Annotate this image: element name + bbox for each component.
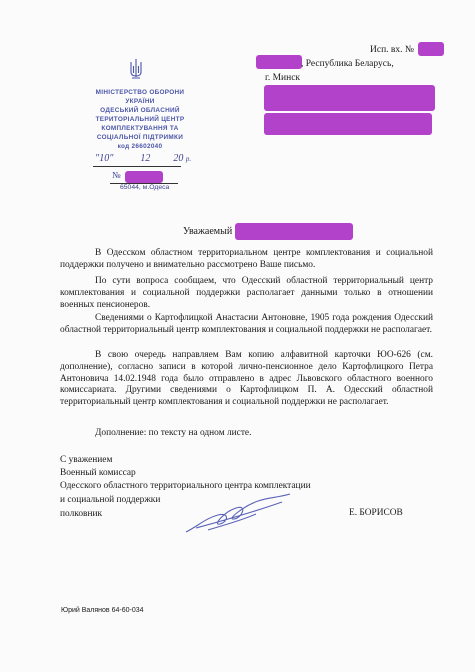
- redacted-number: [418, 42, 444, 56]
- stamp-date-suffix: р.: [185, 155, 192, 163]
- stamp-date-year: 20: [173, 153, 184, 164]
- closing-line: и социальной поддержки: [60, 495, 161, 505]
- stamp-number-label: №: [112, 170, 121, 180]
- signer-name: Е. БОРИСОВ: [349, 508, 403, 518]
- closing-line: Одесского областного территориального центра комплектации: [60, 481, 311, 491]
- stamp-line: КОМПЛЕКТУВАННЯ ТА: [101, 125, 179, 132]
- stamp-line: МІНІСТЕРСТВО ОБОРОНИ: [95, 89, 185, 96]
- redacted-salutation-name: [235, 223, 353, 240]
- stamp-line: УКРАЇНИ: [125, 98, 155, 105]
- paragraph-4: В свою очередь направляем Вам копию алфавитной карточки ЮО-626 (см. дополнение), согласно записи в которой лично-пенсионное дело Картофлицкого Петра Антоновича 14.02.1948 года было отправлено в адрес Львовского областного военного комиссариата. Другими сведениями о Картофлицком П. А. Одесский областной территориальный центр комплектования и социальной поддержки не располагает.: [60, 350, 433, 408]
- stamp-date-month: 12: [140, 153, 151, 164]
- incoming-number-label: Исп. вх. №: [370, 45, 414, 55]
- paragraph-1: В Одесском областном территориальном центре комплектования и социальной поддержки получено и внимательно рассмотрено Ваше письмо.: [60, 248, 433, 270]
- closing-line: С уважением: [60, 455, 113, 465]
- stamp-line: ТЕРИТОРІАЛЬНИЙ ЦЕНТР: [95, 116, 185, 123]
- recipient-country: , Республика Беларусь,: [301, 59, 394, 69]
- salutation: Уважаемый: [183, 226, 233, 237]
- redacted-outgoing-number: [125, 171, 163, 183]
- recipient-city: г. Минск: [265, 73, 301, 83]
- stamp-date-underline: [93, 166, 181, 167]
- stamp-line: код 26602040: [117, 143, 163, 150]
- redacted-recipient-name: [256, 55, 302, 69]
- trident-emblem-icon: [128, 58, 144, 80]
- closing-line: Военный комиссар: [60, 468, 136, 478]
- stamp-line: СОЦІАЛЬНОЇ ПІДТРИМКИ: [96, 134, 184, 141]
- footer-contact: Юрий Валянов 64-60-034: [61, 607, 144, 614]
- ministry-stamp: [80, 88, 200, 151]
- closing-line: полковник: [60, 509, 103, 519]
- paragraph-5: Дополнение: по тексту на одном листе.: [95, 428, 252, 438]
- paragraph-2: По сути вопроса сообщаем, что Одесский областной территориальный центр комплектования и социальной поддержки располагает данными только в отношении военных пенсионеров.: [60, 276, 433, 310]
- stamp-date: [95, 153, 191, 164]
- stamp-city: 65044, м.Одеса: [120, 184, 170, 191]
- paragraph-3: Сведениями о Картофлицкой Анастасии Антоновне, 1905 года рождения Одесский областной территориальный центр комплектования и социальной поддержки не располагает.: [60, 313, 433, 335]
- stamp-line: ОДЕСЬКИЙ ОБЛАСНИЙ: [100, 107, 180, 114]
- stamp-date-day: "10": [95, 153, 114, 164]
- handwritten-signature: [178, 488, 298, 538]
- redacted-address-2: [264, 113, 432, 135]
- redacted-address-1: [264, 85, 435, 111]
